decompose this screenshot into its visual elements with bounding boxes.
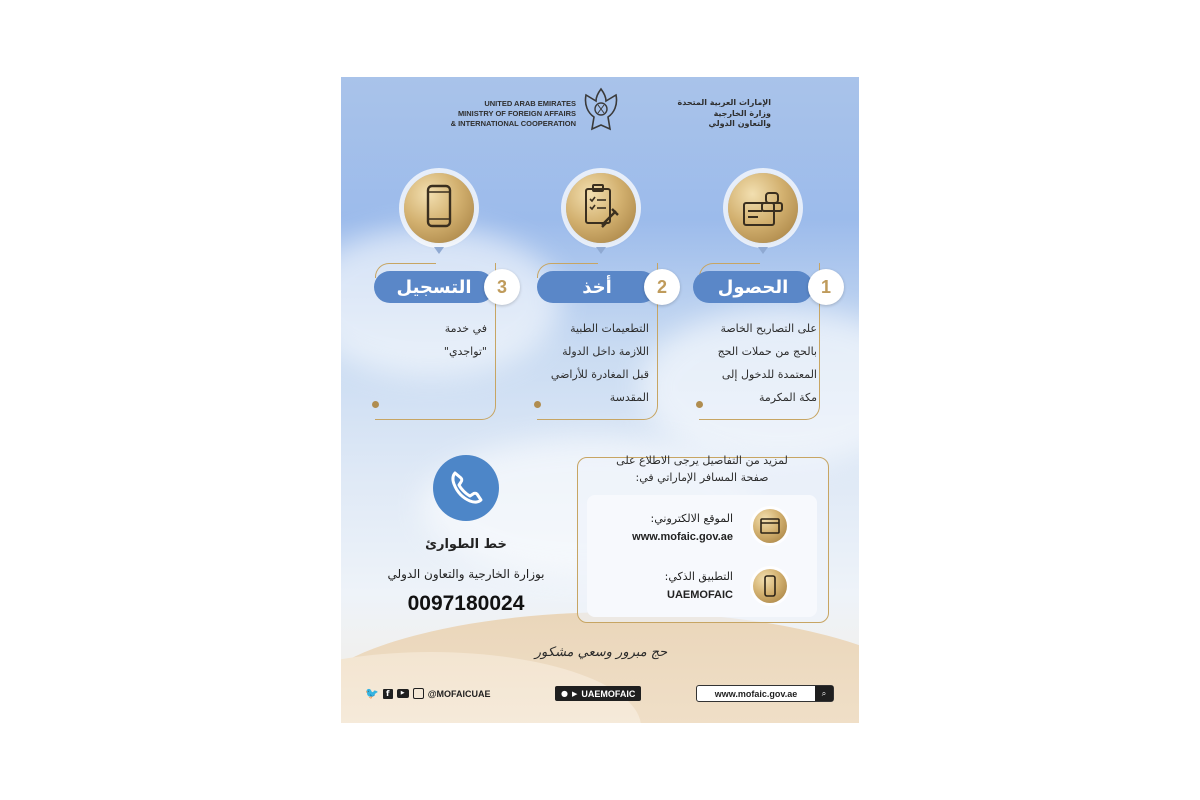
footer-url: www.mofaic.gov.ae xyxy=(714,688,798,699)
pin-pointer xyxy=(434,247,444,254)
step2-description: التطعيمات الطبية اللازمة داخل الدولة قبل المغادرة للأراضي المقدسة xyxy=(550,322,649,404)
step3-title-pill: التسجيل xyxy=(374,271,494,303)
emergency-phone-number[interactable]: 0097180024 xyxy=(407,592,525,615)
twitter-icon[interactable]: 🐦 xyxy=(365,687,379,700)
app-name[interactable]: UAEMOFAIC xyxy=(667,589,733,601)
frame-dot xyxy=(696,401,703,408)
website-link[interactable]: www.mofaic.gov.ae xyxy=(632,531,733,543)
falcon-emblem-icon xyxy=(578,85,624,135)
step3-smartphone-icon xyxy=(404,173,474,243)
website-block xyxy=(605,509,733,547)
social-links xyxy=(365,687,490,700)
app-store-name: UAEMOFAIC xyxy=(581,688,636,699)
step1-description: على التصاريح الخاصة بالحج من حملات الحج المعتمدة للدخول إلى مكة المكرمة xyxy=(717,322,817,404)
pin-pointer xyxy=(596,247,606,254)
step2-clipboard-icon xyxy=(566,173,636,243)
footer-url-bar[interactable] xyxy=(696,685,834,702)
search-icon: ⌕ xyxy=(815,686,833,701)
hajj-poster xyxy=(341,77,859,723)
step1-number: 1 xyxy=(808,269,844,305)
step1-title-pill: الحصول xyxy=(693,271,813,303)
apple-icon: ● xyxy=(561,689,568,698)
smartphone-app-icon xyxy=(753,569,787,603)
browser-window-icon xyxy=(753,509,787,543)
frame-dot xyxy=(534,401,541,408)
step2-number: 2 xyxy=(644,269,680,305)
step2-title-pill: أخذ xyxy=(537,271,657,303)
app-store-badge[interactable] xyxy=(555,686,641,701)
pin-pointer xyxy=(758,247,768,254)
step3-number: 3 xyxy=(484,269,520,305)
app-block xyxy=(605,567,733,605)
step3-description: في خدمة "تواجدي" xyxy=(443,322,487,358)
phone-handset-icon[interactable] xyxy=(433,455,499,521)
emergency-title: خط الطوارئ xyxy=(425,537,507,552)
youtube-icon[interactable]: ▶ xyxy=(397,689,409,698)
info-heading: لمزيد من التفاصيل يرجى الاطلاع على صفحة المسافر الإماراتي في: xyxy=(616,454,788,484)
frame-dot xyxy=(372,401,379,408)
calligraphy-greeting: حج مبرور وسعي مشكور xyxy=(534,645,668,660)
ministry-name-ar: الإمارات العربية المتحدة وزارة الخارجية والتعاون الدولي xyxy=(677,98,771,128)
facebook-icon[interactable]: f xyxy=(383,689,393,699)
ministry-name-en: UNITED ARAB EMIRATES MINISTRY OF FOREIGN AFFAIRS & INTERNATIONAL COOPERATION xyxy=(450,99,576,128)
step1-stamp-icon xyxy=(728,173,798,243)
app-label: التطبيق الذكي: xyxy=(664,570,733,583)
social-handle[interactable]: @MOFAICUAE xyxy=(427,688,491,699)
website-label: الموقع الالكتروني: xyxy=(650,512,733,525)
instagram-icon[interactable] xyxy=(413,688,424,699)
play-store-icon: ▶ xyxy=(571,689,578,698)
emergency-subtitle: بوزارة الخارجية والتعاون الدولي xyxy=(387,567,545,581)
